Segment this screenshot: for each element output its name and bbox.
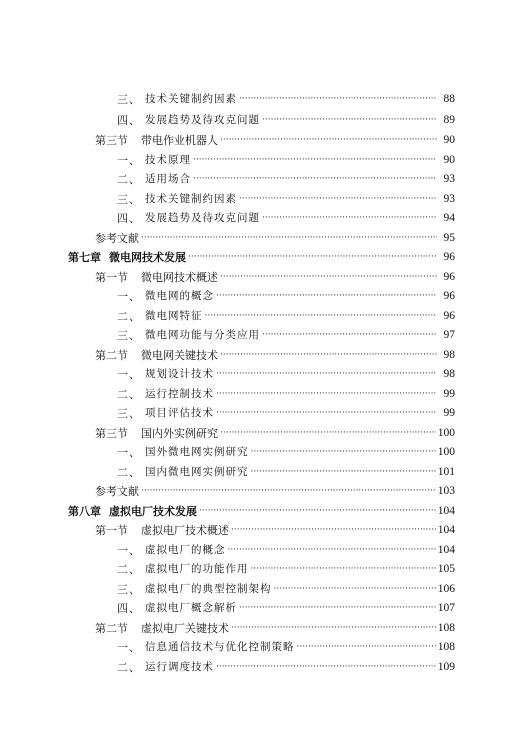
page-number: 90 — [443, 154, 455, 166]
dot-leader — [199, 502, 436, 521]
entry-title: 国外微电网实例研究 — [145, 446, 249, 458]
page-number: 97 — [443, 329, 455, 341]
page-number: 88 — [443, 93, 455, 105]
entry-number: 二、 — [117, 310, 141, 323]
toc-entry[interactable] — [0, 658, 517, 677]
section-number: 第三节 — [95, 427, 128, 440]
toc-entry[interactable] — [0, 170, 517, 189]
toc-entry[interactable] — [0, 365, 517, 384]
page-number: 99 — [443, 388, 455, 400]
toc-entry[interactable] — [0, 443, 517, 462]
dot-leader — [216, 287, 437, 306]
page-number: 98 — [443, 349, 455, 361]
page-number: 98 — [443, 368, 455, 380]
page-number: 107 — [437, 602, 455, 614]
entry-title: 虚拟电厂概念解析 — [145, 602, 237, 614]
section-number: 第二节 — [95, 622, 128, 635]
dot-leader — [251, 443, 436, 462]
chapter-number: 第八章 — [68, 505, 101, 518]
chapter-number: 第七章 — [68, 251, 101, 264]
toc-references-entry[interactable] — [0, 229, 517, 248]
dot-leader — [216, 385, 437, 404]
page-number: 108 — [437, 641, 455, 653]
page-number: 90 — [443, 134, 455, 146]
page-number: 93 — [443, 173, 455, 185]
toc-section-entry[interactable] — [0, 346, 517, 365]
dot-leader — [231, 521, 436, 540]
section-title: 带电作业机器人 — [141, 134, 218, 147]
toc-entry[interactable] — [0, 404, 517, 423]
entry-title: 技术关键制约因素 — [145, 193, 237, 205]
toc-section-entry[interactable] — [0, 424, 517, 443]
page-number: 95 — [443, 232, 455, 244]
chapter-title: 微电网技术发展 — [109, 251, 186, 264]
section-title: 微电网技术概述 — [141, 271, 218, 284]
dot-leader — [262, 209, 437, 228]
entry-title: 微电网特征 — [145, 310, 203, 322]
entry-number: 一、 — [117, 641, 141, 654]
chapter-title: 虚拟电厂技术发展 — [109, 505, 197, 518]
references-title: 参考文献 — [95, 232, 139, 245]
page-number: 104 — [437, 505, 455, 517]
toc-entry[interactable] — [0, 638, 517, 657]
toc-section-entry[interactable] — [0, 619, 517, 638]
entry-title: 虚拟电厂的概念 — [145, 544, 226, 556]
entry-title: 虚拟电厂的典型控制架构 — [145, 583, 272, 595]
entry-title: 运行调度技术 — [145, 661, 214, 673]
toc-entry[interactable] — [0, 307, 517, 326]
toc-section-entry[interactable] — [0, 268, 517, 287]
toc-entry[interactable] — [0, 90, 517, 109]
dot-leader — [228, 541, 436, 560]
section-number: 第一节 — [95, 524, 128, 537]
page-number: 96 — [443, 310, 455, 322]
page-number: 96 — [443, 271, 455, 283]
toc-entry[interactable] — [0, 580, 517, 599]
page-number: 96 — [443, 290, 455, 302]
entry-title: 信息通信技术与优化控制策略 — [145, 641, 295, 653]
entry-number: 四、 — [117, 212, 141, 225]
section-number: 第三节 — [95, 134, 128, 147]
page-number: 100 — [437, 446, 455, 458]
dot-leader — [216, 404, 437, 423]
entry-title: 规划设计技术 — [145, 368, 214, 380]
entry-number: 二、 — [117, 661, 141, 674]
page-number: 94 — [443, 212, 455, 224]
toc-entry[interactable] — [0, 463, 517, 482]
section-title: 微电网关键技术 — [141, 349, 218, 362]
toc-references-entry[interactable] — [0, 482, 517, 501]
toc-entry[interactable] — [0, 560, 517, 579]
entry-title: 虚拟电厂的功能作用 — [145, 563, 249, 575]
dot-leader — [216, 365, 437, 384]
entry-number: 四、 — [117, 602, 141, 615]
page-number: 104 — [437, 524, 455, 536]
dot-leader — [251, 463, 436, 482]
entry-title: 发展趋势及待攻克问题 — [145, 114, 260, 126]
entry-number: 一、 — [117, 446, 141, 459]
dot-leader — [262, 326, 437, 345]
dot-leader — [220, 424, 436, 443]
page-number: 100 — [437, 427, 455, 439]
entry-number: 三、 — [117, 329, 141, 342]
entry-number: 二、 — [117, 563, 141, 576]
page-number: 104 — [437, 544, 455, 556]
toc-section-entry[interactable] — [0, 521, 517, 540]
dot-leader — [274, 580, 436, 599]
entry-title: 适用场合 — [145, 173, 191, 185]
toc-entry[interactable] — [0, 209, 517, 228]
page-number: 101 — [437, 466, 455, 478]
page-number: 105 — [437, 563, 455, 575]
entry-number: 一、 — [117, 290, 141, 303]
entry-number: 一、 — [117, 368, 141, 381]
section-number: 第二节 — [95, 349, 128, 362]
toc-entry[interactable] — [0, 541, 517, 560]
toc-chapter-entry[interactable] — [0, 248, 517, 267]
entry-title: 国内微电网实例研究 — [145, 466, 249, 478]
dot-leader — [188, 248, 437, 267]
entry-number: 一、 — [117, 154, 141, 167]
toc-entry[interactable] — [0, 190, 517, 209]
page-number: 106 — [437, 583, 455, 595]
entry-number: 三、 — [117, 407, 141, 420]
dot-leader — [220, 346, 437, 365]
page-number: 89 — [443, 114, 455, 126]
toc-entry[interactable] — [0, 326, 517, 345]
page-number: 99 — [443, 407, 455, 419]
dot-leader — [297, 638, 436, 657]
dot-leader — [239, 190, 437, 209]
toc-entry[interactable] — [0, 151, 517, 170]
section-number: 第一节 — [95, 271, 128, 284]
dot-leader — [216, 658, 436, 677]
dot-leader — [193, 170, 437, 189]
dot-leader — [141, 482, 436, 501]
dot-leader — [220, 131, 437, 150]
section-title: 虚拟电厂技术概述 — [141, 524, 229, 537]
toc-entry[interactable] — [0, 111, 517, 130]
entry-number: 二、 — [117, 173, 141, 186]
dot-leader — [231, 619, 436, 638]
entry-title: 技术关键制约因素 — [145, 93, 237, 105]
entry-number: 二、 — [117, 388, 141, 401]
page-number: 96 — [443, 251, 455, 263]
toc-chapter-entry[interactable] — [0, 502, 517, 521]
entry-title: 项目评估技术 — [145, 407, 214, 419]
page-number: 109 — [437, 661, 455, 673]
toc-entry[interactable] — [0, 385, 517, 404]
toc-entry[interactable] — [0, 287, 517, 306]
dot-leader — [262, 111, 437, 130]
dot-leader — [251, 560, 436, 579]
dot-leader — [239, 90, 437, 109]
entry-number: 一、 — [117, 544, 141, 557]
dot-leader — [239, 599, 436, 618]
section-title: 虚拟电厂关键技术 — [141, 622, 229, 635]
entry-title: 运行控制技术 — [145, 388, 214, 400]
dot-leader — [193, 151, 437, 170]
dot-leader — [205, 307, 438, 326]
entry-number: 三、 — [117, 583, 141, 596]
entry-title: 技术原理 — [145, 154, 191, 166]
entry-number: 三、 — [117, 193, 141, 206]
dot-leader — [141, 229, 437, 248]
dot-leader — [220, 268, 437, 287]
page-number: 103 — [437, 485, 455, 497]
entry-title: 微电网功能与分类应用 — [145, 329, 260, 341]
entry-number: 四、 — [117, 114, 141, 127]
section-title: 国内外实例研究 — [141, 427, 218, 440]
entry-title: 发展趋势及待攻克问题 — [145, 212, 260, 224]
toc-section-entry[interactable] — [0, 131, 517, 150]
page-number: 93 — [443, 193, 455, 205]
entry-number: 三、 — [117, 93, 141, 106]
references-title: 参考文献 — [95, 485, 139, 498]
page-number: 108 — [437, 622, 455, 634]
entry-number: 二、 — [117, 466, 141, 479]
toc-entry[interactable] — [0, 599, 517, 618]
entry-title: 微电网的概念 — [145, 290, 214, 302]
